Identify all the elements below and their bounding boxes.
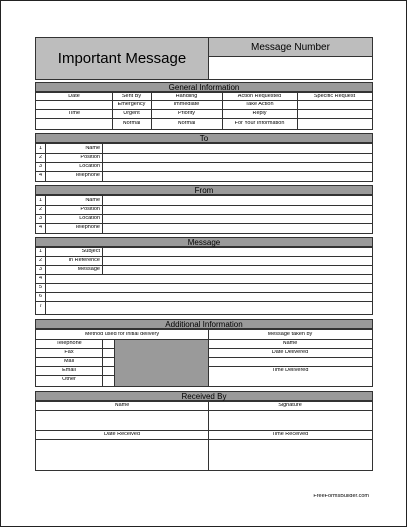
action-label: Action Requested: [237, 94, 282, 99]
method-fax: Fax: [64, 350, 74, 355]
from-grid[interactable]: [35, 195, 373, 234]
msg-num-6: 6: [38, 294, 43, 299]
general-info-grid: [35, 92, 373, 130]
taken-by-time: Time Delivered: [271, 368, 309, 373]
handling-priority: Priority: [177, 111, 196, 116]
from-num-4: 4: [38, 225, 43, 230]
from-num-2: 2: [38, 207, 43, 212]
from-name-label: Name: [85, 198, 100, 203]
title-box: [35, 37, 209, 80]
to-num-3: 3: [38, 164, 43, 169]
from-location-label: Location: [79, 216, 100, 221]
to-num-1: 1: [38, 146, 43, 151]
page-title: Important Message: [57, 51, 187, 66]
from-telephone-label: Telephone: [74, 225, 100, 230]
specific-label: Specific Request: [313, 94, 356, 99]
from-heading: From: [35, 185, 373, 195]
msg-num-1: 1: [38, 249, 43, 254]
to-heading: To: [35, 133, 373, 143]
sent-by-urgent: Urgent: [123, 111, 140, 116]
to-location-label: Location: [79, 164, 100, 169]
msg-num-4: 4: [38, 276, 43, 281]
handling-label: Handling: [175, 94, 198, 99]
from-num-1: 1: [38, 198, 43, 203]
additional-info-grid: [35, 329, 373, 387]
method-other: Other: [62, 377, 76, 382]
sent-by-normal: Normal: [122, 121, 141, 126]
taken-by-date: Date Delivered: [271, 350, 309, 355]
received-time-label: Time Received: [271, 432, 309, 437]
sent-by-label: Sent By: [121, 94, 142, 99]
msg-num-3: 3: [38, 267, 43, 272]
method-email: Email: [62, 368, 76, 373]
received-date-label: Date Received: [103, 432, 141, 437]
from-position-label: Position: [80, 207, 100, 212]
action-take-action: Take Action: [245, 102, 274, 107]
message-number-header: [208, 37, 373, 57]
to-num-2: 2: [38, 155, 43, 160]
general-info-heading: General Information: [35, 82, 373, 92]
message-heading: Message: [35, 237, 373, 247]
sent-by-emergency: Emergency: [117, 102, 146, 107]
message-label: Message: [77, 267, 100, 272]
received-by-grid[interactable]: [35, 401, 373, 471]
from-num-3: 3: [38, 216, 43, 221]
message-grid[interactable]: [35, 247, 373, 315]
date-label: Date: [68, 94, 80, 99]
additional-info-heading: Additional Information: [35, 319, 373, 329]
to-position-label: Position: [80, 155, 100, 160]
subject-label: Subject: [81, 249, 100, 254]
handling-immediate: Immediate: [173, 102, 200, 107]
msg-num-7: 7: [38, 304, 43, 309]
footer-brand: FreeFormsBuilder.com: [313, 494, 369, 499]
action-fyi: For Your Information: [234, 121, 285, 126]
method-label: Method used for initial delivery: [84, 332, 160, 337]
method-mail: Mail: [63, 359, 75, 364]
to-num-4: 4: [38, 173, 43, 178]
to-grid[interactable]: [35, 143, 373, 182]
taken-by-label: Message taken by: [267, 332, 313, 337]
received-by-heading: Received By: [35, 391, 373, 401]
handling-normal: Normal: [177, 121, 196, 126]
message-number-field[interactable]: [208, 56, 373, 80]
to-name-label: Name: [85, 146, 100, 151]
msg-num-5: 5: [38, 285, 43, 290]
time-label: Time: [67, 111, 81, 116]
to-telephone-label: Telephone: [74, 173, 100, 178]
action-reply: Reply: [252, 111, 267, 116]
received-signature-label: Signature: [278, 403, 302, 408]
taken-by-name: Name: [282, 341, 298, 346]
in-reference-label: In Reference: [68, 258, 100, 263]
received-name-label: Name: [114, 403, 130, 408]
msg-num-2: 2: [38, 258, 43, 263]
message-number-label: Message Number: [251, 43, 330, 53]
method-telephone: Telephone: [56, 341, 82, 346]
